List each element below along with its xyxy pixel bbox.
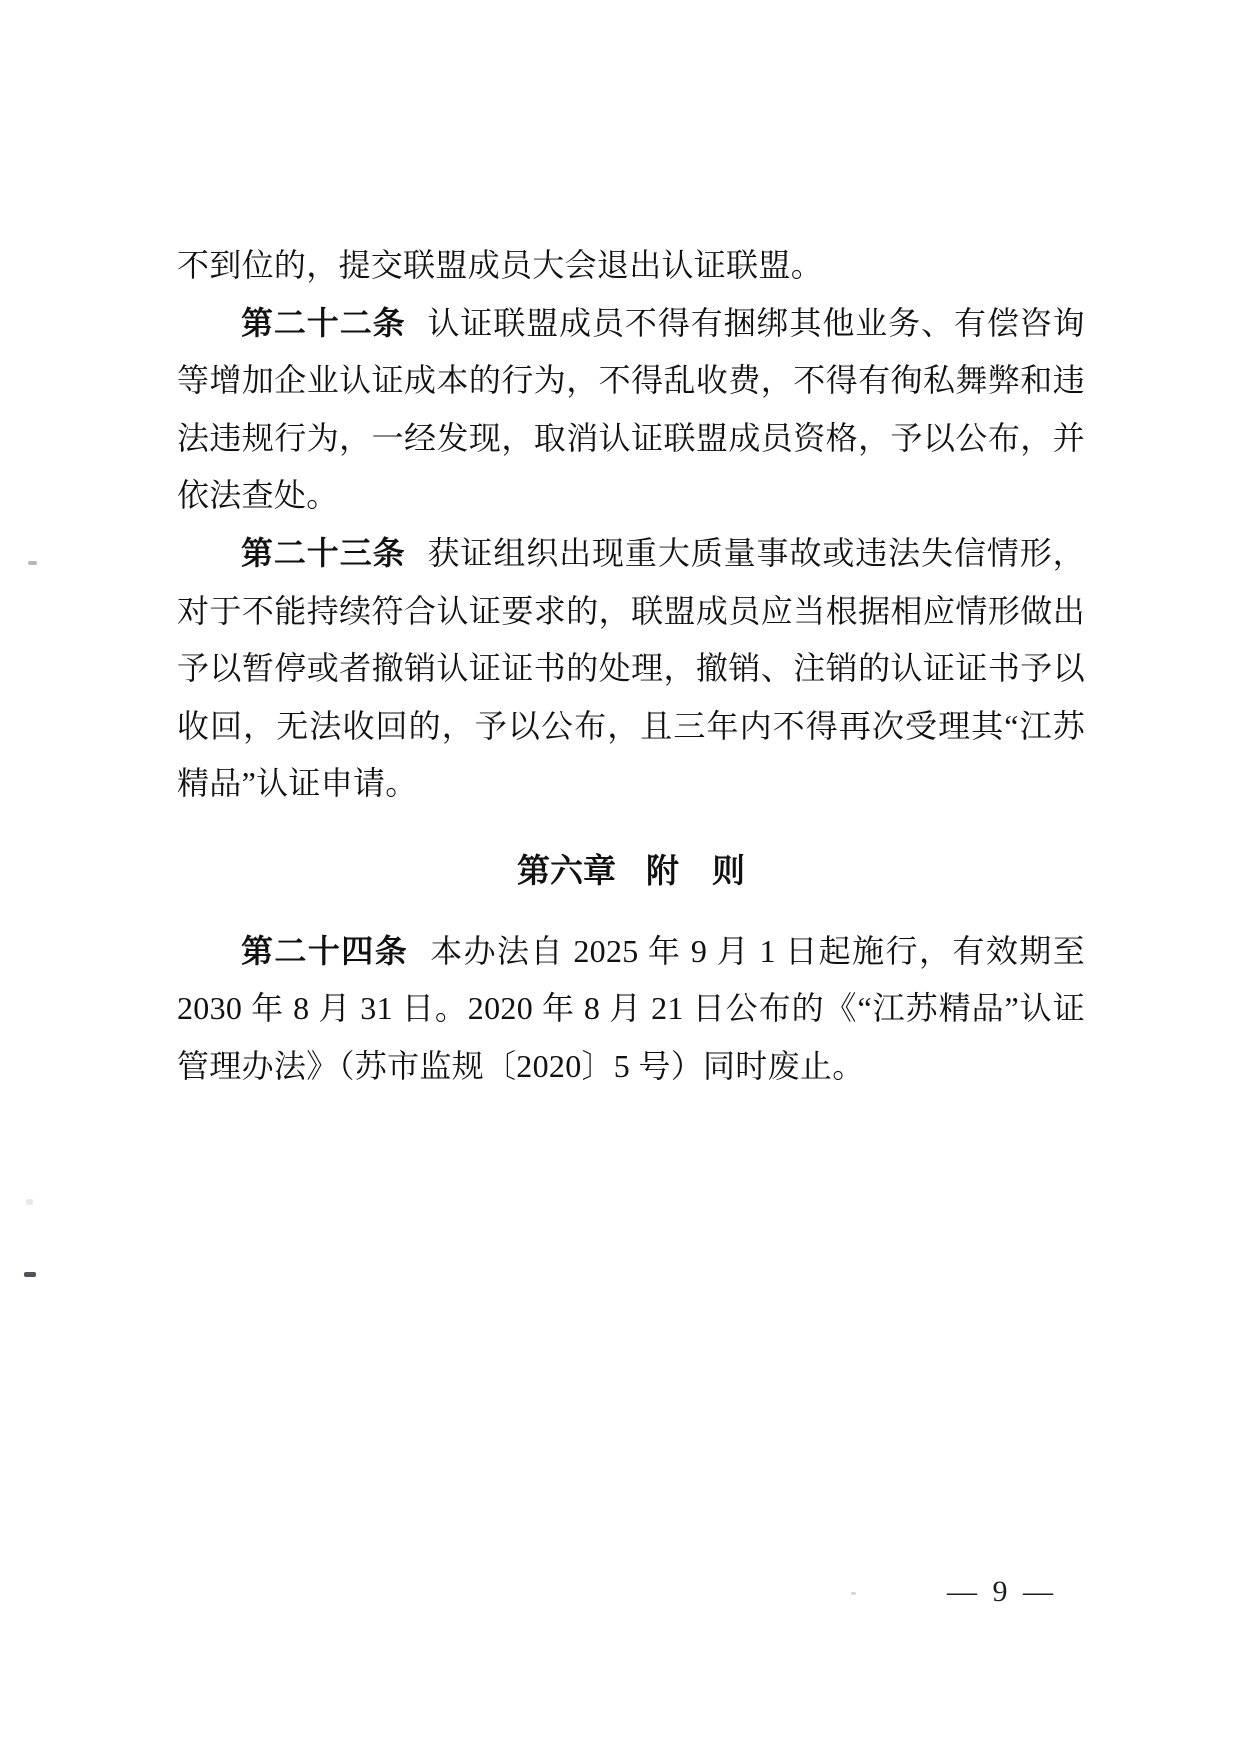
page-number: — 9 — — [947, 1575, 1057, 1608]
line-text: 管理办法》（苏市监规〔2020〕5 号）同时废止。 — [177, 1047, 865, 1084]
text-line — [177, 698, 1085, 756]
chapter-heading — [177, 842, 1085, 900]
article-22-line — [177, 295, 1085, 353]
text-line — [177, 640, 1085, 698]
line-text: 获证组织出现重大质量事故或违法失信情形， — [427, 534, 1085, 571]
article-number: 第二十三条 — [241, 534, 406, 571]
text-line — [177, 467, 1085, 525]
line-text: 等增加企业认证成本的行为，不得乱收费，不得有徇私舞弊和违 — [177, 362, 1085, 399]
text-line — [177, 1038, 1085, 1096]
line-text: 法违规行为，一经发现，取消认证联盟成员资格，予以公布，并 — [177, 419, 1085, 456]
article-number: 第二十四条 — [241, 932, 409, 969]
line-text: 2030 年 8 月 31 日。2020 年 8 月 21 日公布的《“江苏精品”认证 — [177, 990, 1085, 1027]
line-text: 收回，无法收回的，予以公布，且三年内不得再次受理其“江苏 — [177, 707, 1085, 744]
chapter-title: 附 则 — [646, 851, 745, 889]
article-23-line — [177, 525, 1085, 583]
article-24-line — [177, 923, 1085, 981]
text-line — [177, 980, 1085, 1038]
line-text: 对于不能持续符合认证要求的，联盟成员应当根据相应情形做出 — [177, 592, 1085, 629]
scan-artifact — [24, 1272, 36, 1277]
chapter-number: 第六章 — [517, 851, 616, 889]
line-text: 认证联盟成员不得有捆绑其他业务、有偿咨询 — [427, 304, 1085, 341]
line-text: 本办法自 2025 年 9 月 1 日起施行，有效期至 — [430, 932, 1085, 969]
text-line — [177, 410, 1085, 468]
scan-artifact — [851, 1592, 856, 1595]
text-line — [177, 352, 1085, 410]
scan-artifact — [26, 1199, 33, 1205]
line-text: 依法查处。 — [177, 477, 339, 514]
line-text: 精品”认证申请。 — [177, 765, 418, 802]
text-line — [177, 583, 1085, 641]
line-text: 不到位的，提交联盟成员大会退出认证联盟。 — [177, 247, 824, 283]
text-line — [177, 237, 1085, 295]
text-line — [177, 755, 1085, 813]
document-body — [177, 237, 1085, 1095]
scan-artifact — [28, 561, 37, 565]
article-number: 第二十二条 — [241, 304, 406, 341]
line-text: 予以暂停或者撤销认证证书的处理，撤销、注销的认证证书予以 — [177, 650, 1085, 687]
